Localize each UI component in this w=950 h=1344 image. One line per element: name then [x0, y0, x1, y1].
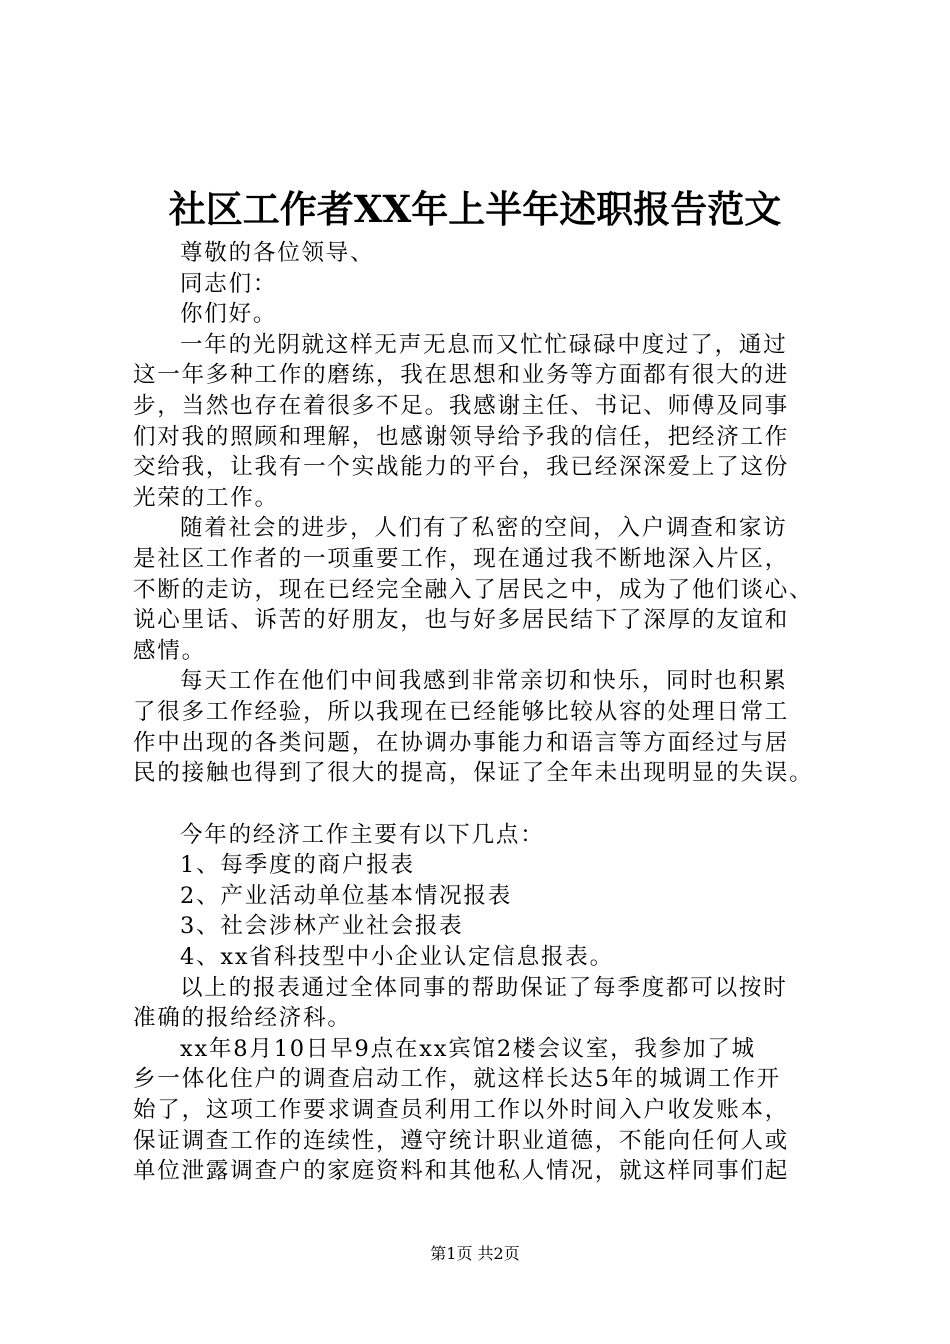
paragraph-line: 交给我，让我有一个实战能力的平台，我已经深深爱上了这份: [133, 454, 790, 481]
paragraph-line: 单位泄露调查户的家庭资料和其他私人情况，就这样同事们起: [133, 1158, 790, 1185]
salutation-line: 尊敬的各位领导、: [180, 240, 375, 266]
list-item: 2、产业活动单位基本情况报表: [180, 882, 513, 909]
paragraph-line: 是社区工作者的一项重要工作，现在通过我不断地深入片区，: [133, 545, 790, 572]
paragraph-line: 乡一体化住户的调查启动工作，就这样长达5年的城调工作开: [133, 1066, 781, 1093]
salutation-line: 同志们：: [180, 270, 278, 297]
paragraph-line: 步，当然也存在着很多不足。我感谢主任、书记、师傅及同事: [133, 392, 790, 419]
paragraph-line: 这一年多种工作的磨练，我在思想和业务等方面都有很大的进: [133, 362, 790, 389]
paragraph-line: 不断的走访，现在已经完全融入了居民之中，成为了他们谈心、: [133, 576, 814, 603]
page-number-footer: 第1页 共2页: [430, 1244, 520, 1263]
paragraph-line: 说心里话、诉苦的好朋友，也与好多居民结下了深厚的友谊和: [133, 607, 790, 634]
paragraph-line: 民的接触也得到了很大的提高，保证了全年未出现明显的失误。: [133, 760, 814, 787]
paragraph-line: 始了，这项工作要求调查员利用工作以外时间入户收发账本，: [133, 1097, 790, 1124]
document-body: [133, 238, 833, 1187]
paragraph-line: 感情。: [133, 637, 206, 664]
paragraph-line: 以上的报表通过全体同事的帮助保证了每季度都可以按时: [180, 974, 788, 1001]
paragraph-line: xx年8月10日早9点在xx宾馆2楼会议室，我参加了城: [180, 1035, 756, 1062]
paragraph-line: 了很多工作经验，所以我现在已经能够比较从容的处理日常工: [133, 698, 790, 725]
paragraph-line: 准确的报给经济科。: [133, 1005, 352, 1032]
paragraph-line: 每天工作在他们中间我感到非常亲切和快乐，同时也积累: [180, 668, 788, 695]
paragraph-line: 作中出现的各类问题，在协调办事能力和语言等方面经过与居: [133, 729, 790, 756]
list-intro-line: 今年的经济工作主要有以下几点：: [180, 821, 545, 848]
document-title: 社区工作者XX年上半年述职报告范文: [168, 187, 782, 231]
list-item: 1、每季度的商户报表: [180, 852, 415, 879]
greeting-line: 你们好。: [180, 301, 278, 328]
blank-line: [133, 789, 833, 820]
paragraph-line: 随着社会的进步，人们有了私密的空间，入户调查和家访: [180, 515, 788, 542]
list-item: 3、社会涉林产业社会报表: [180, 913, 464, 940]
paragraph-line: 们对我的照顾和理解，也感谢领导给予我的信任，把经济工作: [133, 423, 790, 450]
list-item: 4、xx省科技型中小企业认定信息报表。: [180, 944, 614, 971]
paragraph-line: 保证调查工作的连续性，遵守统计职业道德，不能向任何人或: [133, 1127, 790, 1154]
paragraph-line: 光荣的工作。: [133, 484, 279, 511]
paragraph-line: 一年的光阴就这样无声无息而又忙忙碌碌中度过了，通过: [180, 331, 788, 358]
